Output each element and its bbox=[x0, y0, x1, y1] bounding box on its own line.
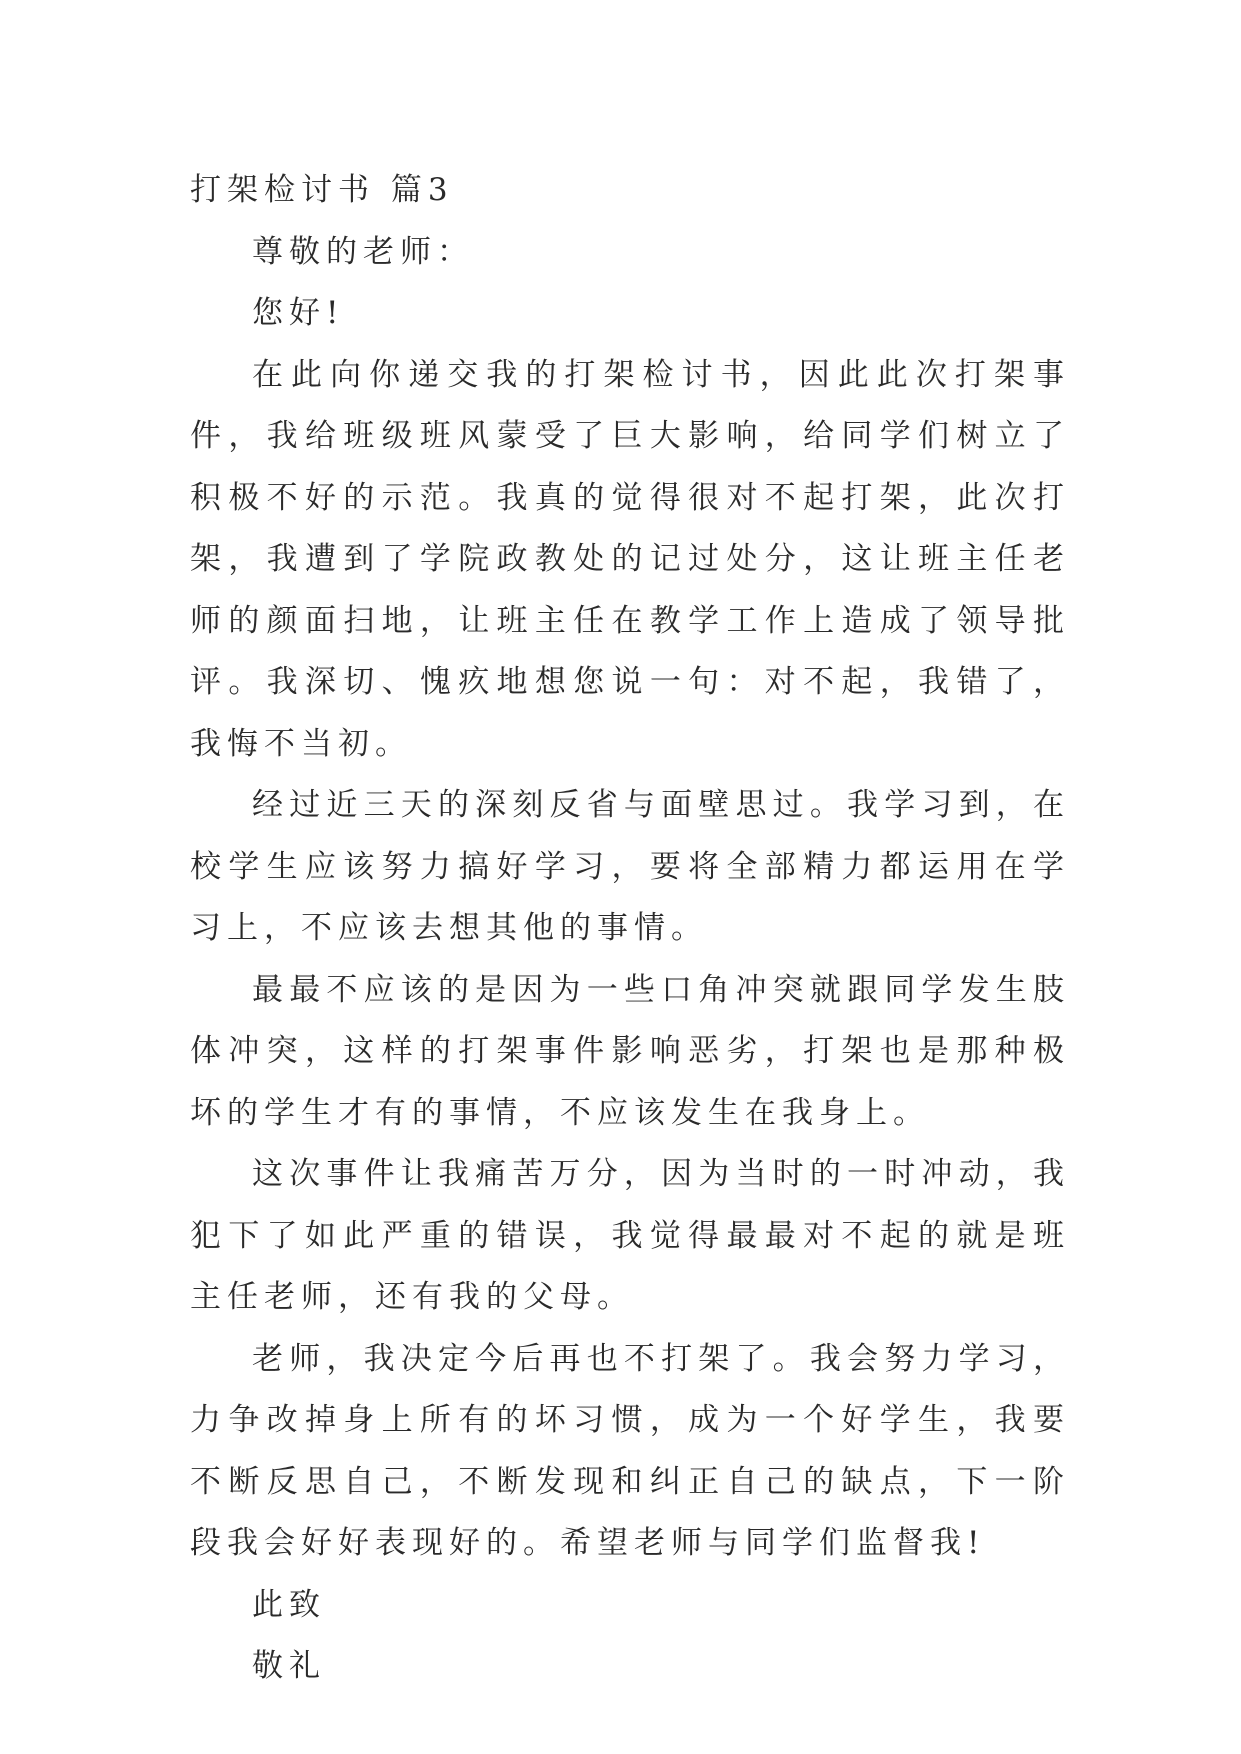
greeting: 您好! bbox=[252, 295, 345, 331]
document-body bbox=[190, 160, 1070, 1698]
body-paragraph: 这次事件让我痛苦万分，因为当时的一时冲动，我犯下了如此严重的错误，我觉得最最对不起的就是班主任老师，还有我的父母。 bbox=[190, 1156, 1070, 1315]
body-paragraph: 在此向你递交我的打架检讨书，因此此次打架事件，我给班级班风蒙受了巨大影响，给同学们树立了积极不好的示范。我真的觉得很对不起打架，此次打架，我遭到了学院政教处的记过处分，这让班主任老师的颜面扫地，让班主任在教学工作上造成了领导批评。我深切、愧疚地想您说一句：对不起，我错了，我悔不当初。 bbox=[190, 356, 1070, 762]
closing-regards: 敬礼 bbox=[252, 1648, 326, 1684]
document-title: 打架检讨书 篇3 bbox=[190, 172, 454, 208]
closing-line: 此致 bbox=[252, 1586, 326, 1623]
body-paragraph: 最最不应该的是因为一些口角冲突就跟同学发生肢体冲突，这样的打架事件影响恶劣，打架也是那种极坏的学生才有的事情，不应该发生在我身上。 bbox=[190, 971, 1070, 1131]
body-paragraph: 老师，我决定今后再也不打架了。我会努力学习，力争改掉身上所有的坏习惯，成为一个好学生，我要不断反思自己，不断发现和纠正自己的缺点，下一阶段我会好好表现好的。希望老师与同学们监督我! bbox=[190, 1340, 1070, 1561]
body-paragraph: 经过近三天的深刻反省与面壁思过。我学习到，在校学生应该努力搞好学习，要将全部精力都运用在学习上，不应该去想其他的事情。 bbox=[190, 787, 1070, 946]
salutation: 尊敬的老师： bbox=[252, 233, 474, 270]
